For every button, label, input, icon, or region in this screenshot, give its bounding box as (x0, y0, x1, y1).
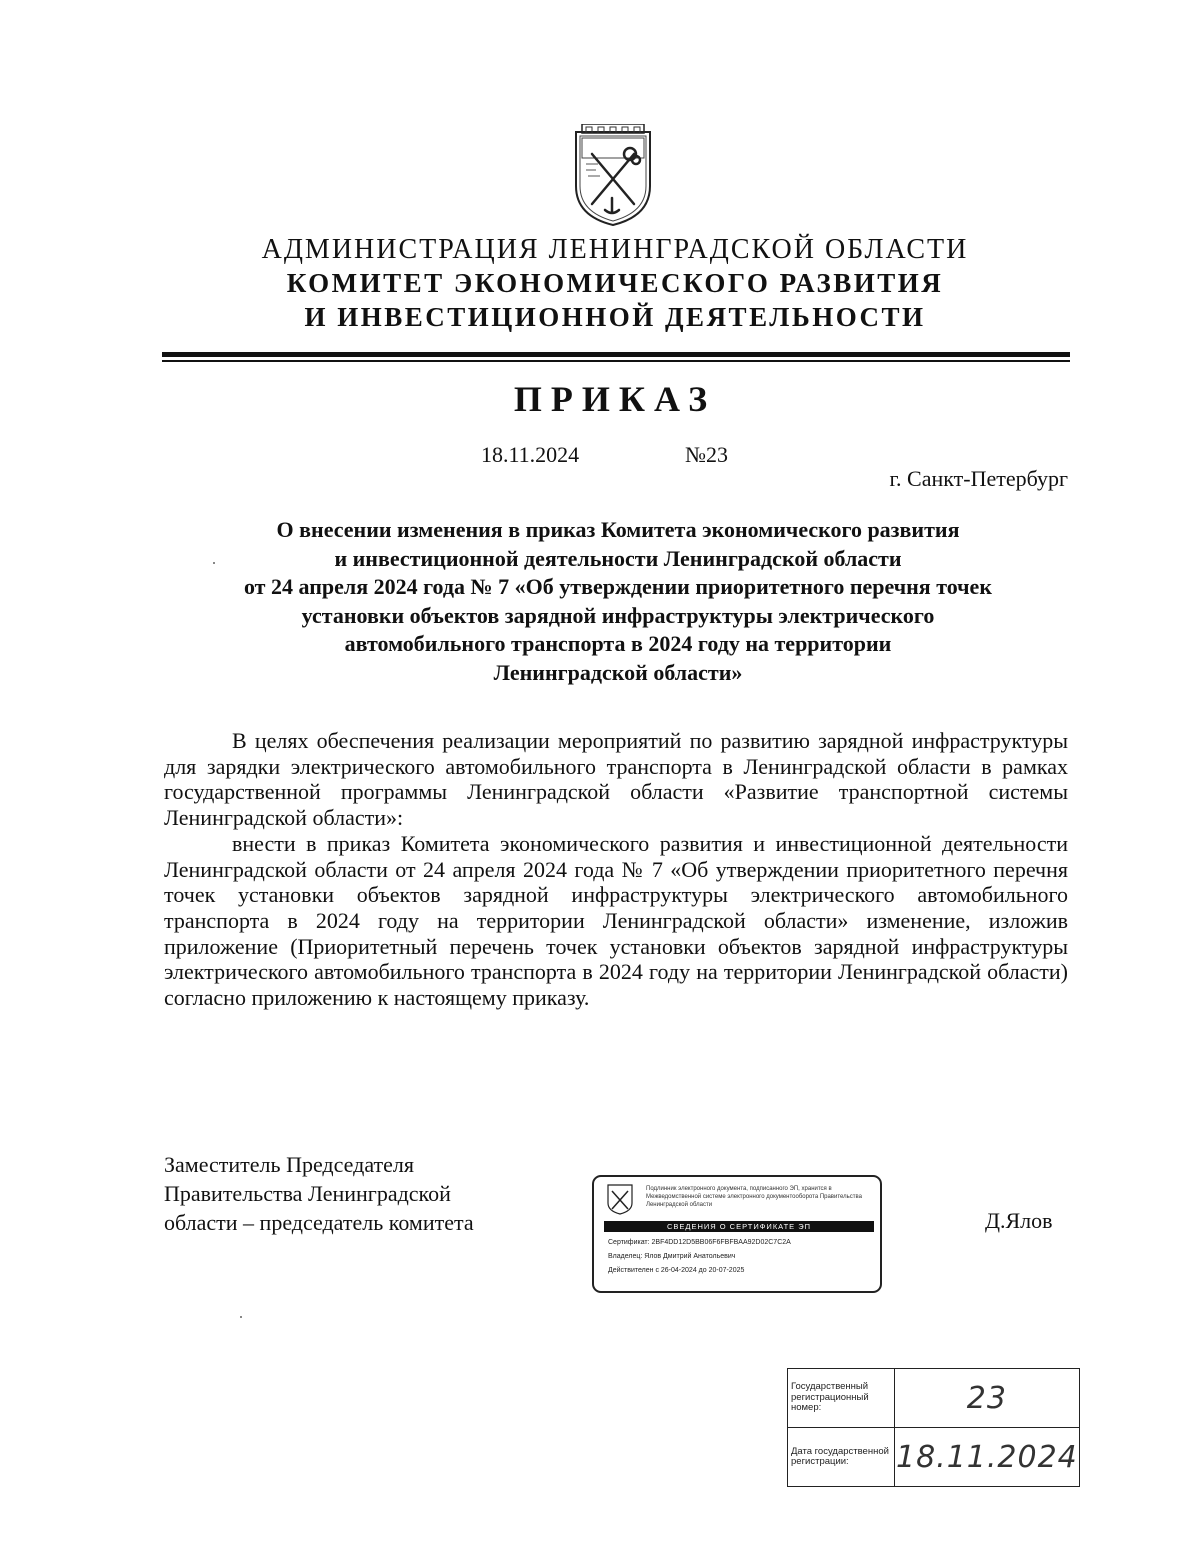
subject-line: и инвестиционной деятельности Ленинградской области (334, 545, 902, 571)
scan-speck (213, 562, 215, 564)
registration-date-row (788, 1428, 1080, 1487)
stamp-certificate: Сертификат: 2BF4DD12D5BB06F6FBFBAA92D02C7C2A (608, 1239, 791, 1246)
e-signature-stamp (592, 1175, 882, 1293)
stamp-owner: Владелец: Ялов Дмитрий Анатольевич (608, 1253, 736, 1260)
registration-number-value: 23 (895, 1369, 1080, 1428)
document-city: г. Санкт-Петербург (889, 466, 1068, 491)
signatory-title-line: области – председатель комитета (164, 1210, 474, 1235)
stamp-validity: Действителен с 26-04-2024 до 20-07-2025 (608, 1267, 745, 1274)
registration-date-value: 18.11.2024 (895, 1428, 1080, 1487)
document-subject (150, 516, 1086, 687)
stamp-certificate-bar: СВЕДЕНИЯ О СЕРТИФИКАТЕ ЭП (604, 1221, 874, 1232)
scan-speck (240, 1316, 242, 1318)
body-paragraph: В целях обеспечения реализации мероприятий по развитию зарядной инфраструктуры для зарядки электрического автомобильного транспорта в Ленинградской области в рамках государственной программы Ленинградской области «Развитие транспортной системы Ленинградской области»: (164, 728, 1068, 831)
signatory-title-line: Заместитель Председателя (164, 1152, 414, 1177)
document-body (164, 728, 1068, 1011)
document-number: №23 (685, 442, 728, 467)
document-type: ПРИКАЗ (513, 379, 717, 419)
stamp-header-text: Подлинник электронного документа, подписанного ЭП, хранится в Межведомственной системе электронного документооборота Правительства Ленинградской области (646, 1186, 862, 1208)
registration-date-label: Дата государственной регистрации: (788, 1428, 895, 1487)
body-paragraph: внести в приказ Комитета экономического развития и инвестиционной деятельности Ленинградской области от 24 апреля 2024 года № 7 «Об утверждении приоритетного перечня точек установки объектов зарядной инфраструктуры электрического автомобильного транспорта в 2024 году на территории Ленинградской области» изменение, изложив приложение (Приоритетный перечень точек установки объектов зарядной инфраструктуры электрического автомобильного транспорта в 2024 году на территории Ленинградской области) согласно приложению к настоящему приказу. (164, 830, 1068, 1011)
signatory-title-line: Правительства Ленинградской (164, 1181, 451, 1206)
subject-line: от 24 апреля 2024 года № 7 «Об утверждении приоритетного перечня точек (243, 574, 993, 599)
document-date: 18.11.2024 (481, 442, 580, 467)
org-name-line2: КОМИТЕТ ЭКОНОМИЧЕСКОГО РАЗВИТИЯ (286, 268, 944, 298)
org-name-line3: И ИНВЕСТИЦИОННОЙ ДЕЯТЕЛЬНОСТИ (304, 302, 926, 332)
coat-of-arms-icon (606, 1183, 634, 1215)
org-name-line1: АДМИНИСТРАЦИЯ ЛЕНИНГРАДСКОЙ ОБЛАСТИ (261, 234, 969, 265)
registration-table (787, 1368, 1080, 1487)
registration-number-row (788, 1369, 1080, 1428)
header-divider-thin (162, 360, 1070, 362)
subject-line: О внесении изменения в приказ Комитета экономического развития (276, 517, 960, 542)
subject-line: установки объектов зарядной инфраструктуры электрического (301, 602, 935, 628)
registration-number-label: Государственный регистрационный номер: (788, 1369, 895, 1428)
subject-line: Ленинградской области» (493, 659, 743, 685)
signatory-name: Д.Ялов (985, 1208, 1053, 1233)
coat-of-arms-icon (572, 124, 654, 228)
subject-line: автомобильного транспорта в 2024 году на территории (344, 631, 892, 656)
signatory-title (164, 1150, 474, 1237)
header-divider-thick (162, 352, 1070, 357)
